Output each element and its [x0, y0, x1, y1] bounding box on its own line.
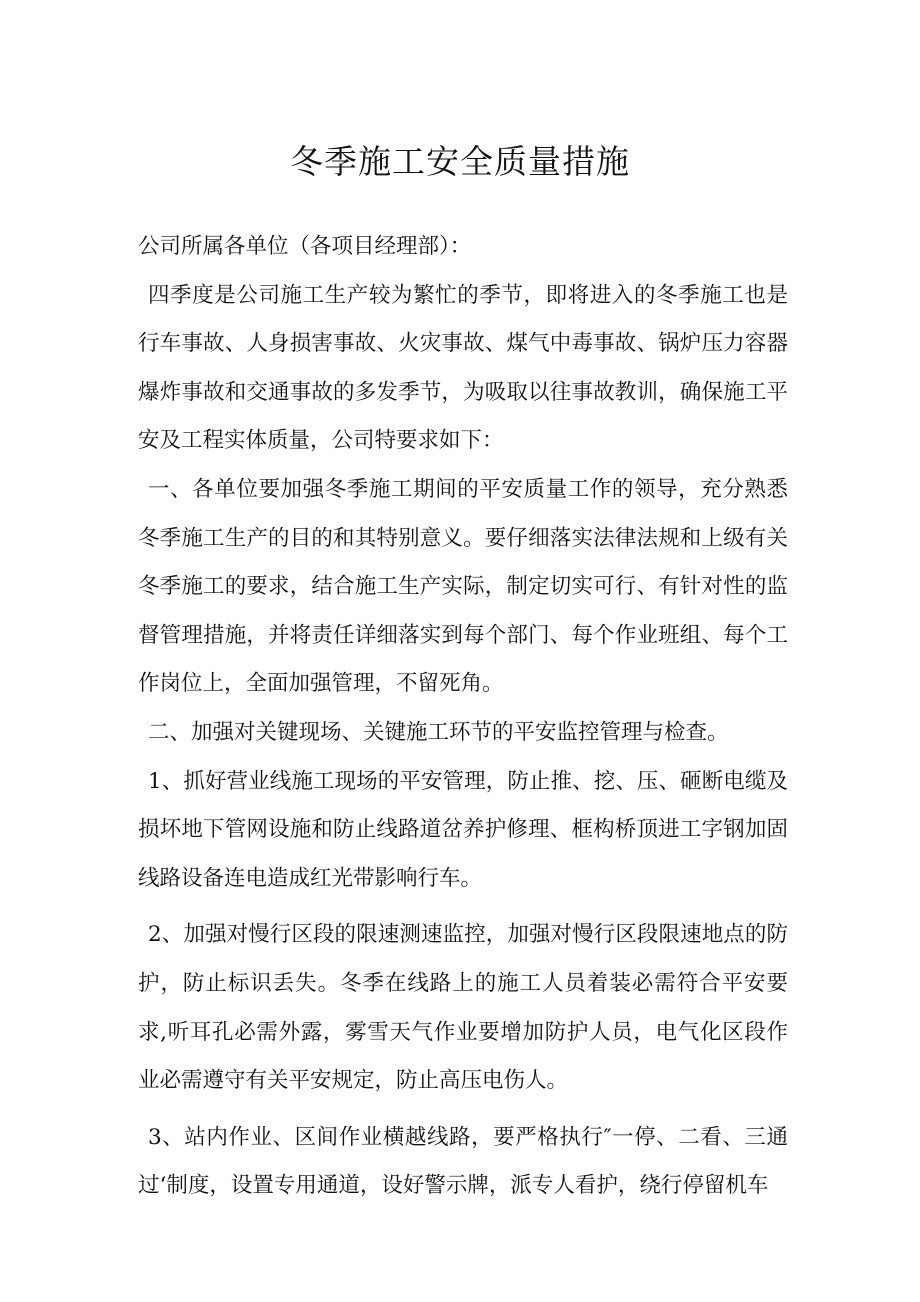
item-one-paragraph: 1、抓好营业线施工现场的平安管理，防止推、挖、压、砸断电缆及损坏地下管网设施和防止线路道岔养护修理、框构桥顶进工字钢加固线路设备连电造成红光带影响行车。 — [138, 768, 788, 891]
document-title: 冬季施工安全质量措施 — [290, 142, 630, 181]
item-two-paragraph: 2、加强对慢行区段的限速测速监控，加强对慢行区段限速地点的防护，防止标识丢失。冬季在线路上的施工人员着装必需符合平安要求,听耳孔必需外露，雾雪天气作业要增加防护人员，电气化区段作业必需遵守有关平安规定，防止高压电伤人。 — [138, 922, 788, 1094]
document-body — [138, 223, 788, 1211]
section-two-heading: 二、加强对关键现场、关键施工环节的平安监控管理与检查。 — [148, 719, 729, 745]
item-three-paragraph: 3、站内作业、区间作业横越线路，要严格执行″一停、二看、三通过‘制度，设置专用通道，设好警示牌，派专人看护，绕行停留机车 — [138, 1124, 788, 1199]
intro-paragraph: 四季度是公司施工生产较为繁忙的季节，即将进入的冬季施工也是行车事故、人身损害事故、火灾事故、煤气中毒事故、锅炉压力容器爆炸事故和交通事故的多发季节，为吸取以往事故教训，确保施工平安及工程实体质量，公司特要求如下： — [138, 282, 788, 454]
salutation-paragraph: 公司所属各单位（各项目经理部）： — [138, 234, 472, 259]
section-one-paragraph: 一、各单位要加强冬季施工期间的平安质量工作的领导，充分熟悉冬季施工生产的目的和其特别意义。要仔细落实法律法规和上级有关冬季施工的要求，结合施工生产实际，制定切实可行、有针对性的监督管理措施，并将责任详细落实到每个部门、每个作业班组、每个工作岗位上，全面加强管理，不留死角。 — [138, 476, 788, 697]
